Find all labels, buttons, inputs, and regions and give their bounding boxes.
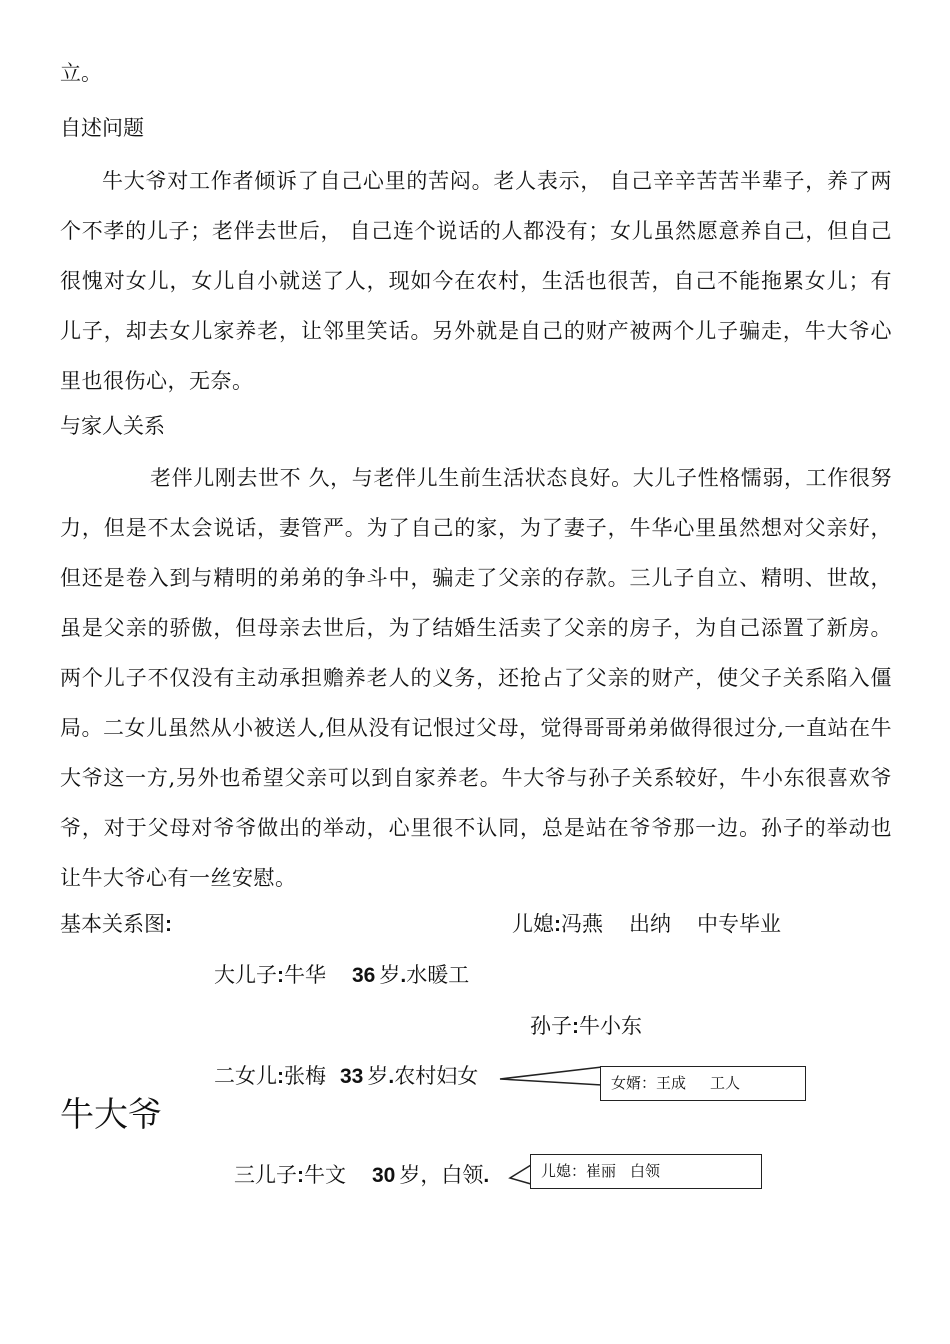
callout-job: 白领 [630,1162,661,1180]
node-job: 白领 [441,1163,484,1187]
grandson-node [530,1011,642,1042]
section-heading-self: 自述问题 [60,116,144,140]
node-label: 三儿子 [234,1163,297,1187]
node-colon: : [277,1065,284,1088]
node-age-unit: 岁 [379,963,401,987]
node-label: 孙子 [530,1014,572,1038]
daughter-in-law-3-callout [530,1154,762,1189]
node-label: 大儿子 [214,963,277,987]
node-job: 出纳 [629,912,671,936]
son-3-node [234,1160,489,1191]
node-colon: : [277,964,284,987]
node-separator: . [400,964,407,987]
center-person-node: 牛大爷 [60,1095,162,1135]
diagram-heading [60,909,172,940]
diagram-heading-colon: : [165,913,172,936]
daughter-in-law-1-node [512,909,781,940]
node-age-unit: 岁， [399,1163,442,1187]
paragraph-self: 牛大爷对工作者倾诉了自己心里的苦闷。老人表示， 自己辛辛苦苦半辈子，养了两个不孝的儿子；老伴去世后， 自己连个说话的人都没有；女儿虽然愿意养自己，但自己很愧对女儿，女儿自小就送了人，现如今在农村，生活也很苦，自己不能拖累女儿；有儿子，却去女儿家养老，让邻里笑话。另外就是自己的财产被两个儿子骗走，牛大爷心里也很伤心，无奈。 [60,169,892,393]
node-age: 30 [372,1164,396,1187]
node-age: 36 [352,964,376,987]
node-separator: . [388,1065,395,1088]
son-in-law-callout-tail [500,1067,602,1085]
node-colon: : [572,1015,579,1038]
node-job: 水暖工 [406,963,470,987]
paragraph-family: 老伴儿刚去世不 久，与老伴儿生前生活状态良好。大儿子性格懦弱，工作很努力，但是不太会说话，妻管严。为了自己的家，为了妻子，牛华心里虽然想对父亲好，但还是卷入到与精明的弟弟的争斗中，骗走了父亲的存款。三儿子自立、精明、世故，虽是父亲的骄傲，但母亲去世后，为了结婚生活卖了父亲的房子，为自己添置了新房。两个儿子不仅没有主动承担赡养老人的义务，还抢占了父亲的财产，使父子关系陷入僵局。二女儿虽然从小被送人,但从没有记恨过父母，觉得哥哥弟弟做得很过分,一直站在牛大爷这一方,另外也希望父亲可以到自家养老。牛大爷与孙子关系较好，牛小东很喜欢爷爷，对于父母对爷爷做出的举动，心里很不认同，总是站在爷爷那一边。孙子的举动也让牛大爷心有一丝安慰。 [60,466,892,890]
callout-name: 女婿：王成 [611,1074,687,1092]
node-age: 33 [340,1065,364,1088]
callout-job: 工人 [710,1074,741,1092]
node-colon: : [297,1164,304,1187]
son-in-law-callout [600,1066,806,1101]
node-label: 二女儿 [214,1064,277,1088]
callout-name: 儿媳：崔丽 [541,1162,617,1180]
section-heading-family: 与家人关系 [60,414,165,438]
daughter-node [214,1061,478,1092]
son-1-node [214,960,469,991]
diagram-heading-text: 基本关系图 [60,912,165,936]
node-label: 儿媳 [512,912,554,936]
node-age-unit: 岁 [367,1064,389,1088]
continued-text: 立。 [60,61,102,85]
daughter-in-law-3-callout-tail [510,1165,531,1184]
node-name: 牛文 [304,1163,346,1187]
node-education: 中专毕业 [697,912,781,936]
node-name: 牛华 [284,963,326,987]
node-colon: : [554,913,561,936]
node-name: 冯燕 [561,912,603,936]
node-name: 张梅 [284,1064,326,1088]
node-end-mark: . [483,1164,490,1187]
node-job: 农村妇女 [394,1064,479,1088]
node-name: 牛小东 [579,1014,642,1038]
